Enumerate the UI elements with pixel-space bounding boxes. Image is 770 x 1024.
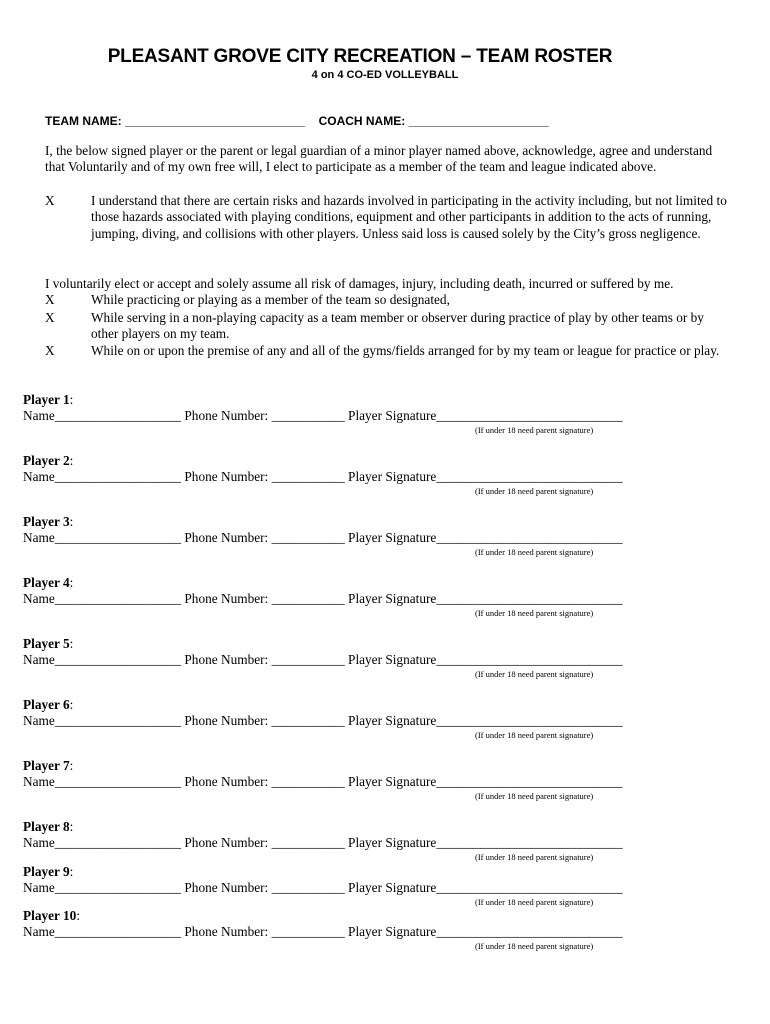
signature-note: (If under 18 need parent signature) — [475, 941, 594, 951]
player-label: Player 5 — [23, 636, 70, 651]
signature-note: (If under 18 need parent signature) — [475, 730, 594, 740]
signature-label: Player Signature — [348, 880, 437, 895]
phone-label: Phone Number: — [184, 774, 269, 789]
signature-label: Player Signature — [348, 835, 437, 850]
name-field[interactable]: ___________________ — [54, 469, 182, 484]
name-label: Name — [23, 591, 55, 606]
condition-item — [45, 292, 727, 310]
phone-field[interactable]: ___________ — [271, 713, 345, 728]
signature-field[interactable]: ____________________________ — [436, 469, 623, 484]
name-label: Name — [23, 652, 55, 667]
signature-label: Player Signature — [348, 924, 437, 939]
player-row: Player 7: Name___________________ Phone Number: ___________ Player Signature____________________________ (If under 18 need parent signature) — [23, 758, 623, 801]
player-label: Player 1 — [23, 392, 70, 407]
phone-field[interactable]: ___________ — [271, 530, 345, 545]
phone-label: Phone Number: — [184, 469, 269, 484]
name-field[interactable]: ___________________ — [54, 880, 182, 895]
phone-label: Phone Number: — [184, 652, 269, 667]
waiver-intro: I, the below signed player or the parent or legal guardian of a minor player named above, acknowledge, agree and understand that Voluntarily and of my own free will, I elect to participate as a member of the team and league indicated above. — [45, 143, 713, 175]
name-field[interactable]: ___________________ — [54, 652, 182, 667]
signature-note: (If under 18 need parent signature) — [475, 897, 594, 907]
player-row: Player 6: Name___________________ Phone Number: ___________ Player Signature____________________________ (If under 18 need parent signature) — [23, 697, 623, 740]
name-field[interactable]: ___________________ — [54, 713, 182, 728]
risk-item-text: I understand that there are certain risks and hazards involved in participating in the activity including, but not limited to those hazards associated with playing conditions, equipment and other participants in addition to the acts of running, jumping, diving, and collisions with other players. Unless said loss is caused solely by the City’s gross negligence. — [91, 193, 727, 241]
signature-note: (If under 18 need parent signature) — [475, 425, 594, 435]
phone-label: Phone Number: — [184, 408, 269, 423]
signature-field[interactable]: ____________________________ — [436, 924, 623, 939]
name-label: Name — [23, 469, 55, 484]
name-field[interactable]: ___________________ — [54, 924, 182, 939]
phone-field[interactable]: ___________ — [271, 408, 345, 423]
player-row: Player 2: Name___________________ Phone Number: ___________ Player Signature____________________________ (If under 18 need parent signature) — [23, 453, 623, 496]
name-field[interactable]: ___________________ — [54, 835, 182, 850]
signature-field[interactable]: ____________________________ — [436, 880, 623, 895]
name-label: Name — [23, 774, 55, 789]
phone-field[interactable]: ___________ — [271, 924, 345, 939]
signature-field[interactable]: ____________________________ — [436, 774, 623, 789]
signature-label: Player Signature — [348, 591, 437, 606]
name-label: Name — [23, 713, 55, 728]
signature-field[interactable]: ____________________________ — [436, 530, 623, 545]
name-field[interactable]: ___________________ — [54, 774, 182, 789]
player-row: Player 8: Name___________________ Phone Number: ___________ Player Signature____________________________ (If under 18 need parent signature) — [23, 819, 623, 862]
x-mark: X — [45, 193, 55, 208]
signature-note: (If under 18 need parent signature) — [475, 608, 594, 618]
condition-item — [45, 310, 727, 344]
phone-label: Phone Number: — [184, 530, 269, 545]
signature-label: Player Signature — [348, 652, 437, 667]
team-name-label: TEAM NAME: — [45, 114, 122, 128]
x-mark: X — [45, 343, 55, 358]
player-row: Player 3: Name___________________ Phone Number: ___________ Player Signature____________________________ (If under 18 need parent signature) — [23, 514, 623, 557]
coach-name-label: COACH NAME: — [318, 114, 406, 128]
player-label: Player 4 — [23, 575, 70, 590]
name-label: Name — [23, 408, 55, 423]
player-label: Player 8 — [23, 819, 70, 834]
phone-field[interactable]: ___________ — [271, 774, 345, 789]
name-field[interactable]: ___________________ — [54, 530, 182, 545]
signature-label: Player Signature — [348, 774, 437, 789]
condition-text: While practicing or playing as a member of the team so designated, — [91, 292, 450, 307]
signature-field[interactable]: ____________________________ — [436, 408, 623, 423]
name-label: Name — [23, 924, 55, 939]
signature-label: Player Signature — [348, 469, 437, 484]
name-label: Name — [23, 835, 55, 850]
signature-label: Player Signature — [348, 530, 437, 545]
name-field[interactable]: ___________________ — [54, 591, 182, 606]
x-mark: X — [45, 310, 55, 325]
player-row: Player 4: Name___________________ Phone Number: ___________ Player Signature____________________________ (If under 18 need parent signature) — [23, 575, 623, 618]
signature-note: (If under 18 need parent signature) — [475, 547, 594, 557]
condition-text: While on or upon the premise of any and all of the gyms/fields arranged for by my team or league for practice or play. — [91, 343, 720, 358]
condition-item — [45, 343, 727, 377]
risk-item — [45, 193, 727, 261]
player-label: Player 7 — [23, 758, 70, 773]
signature-label: Player Signature — [348, 713, 437, 728]
phone-label: Phone Number: — [184, 713, 269, 728]
phone-field[interactable]: ___________ — [271, 469, 345, 484]
page-title: PLEASANT GROVE CITY RECREATION – TEAM ROSTER — [107, 46, 613, 67]
phone-label: Phone Number: — [184, 880, 269, 895]
player-label: Player 6 — [23, 697, 70, 712]
player-label: Player 3 — [23, 514, 70, 529]
signature-field[interactable]: ____________________________ — [436, 835, 623, 850]
player-label: Player 10 — [23, 908, 77, 923]
phone-field[interactable]: ___________ — [271, 880, 345, 895]
signature-field[interactable]: ____________________________ — [436, 713, 623, 728]
name-field[interactable]: ___________________ — [54, 408, 182, 423]
signature-field[interactable]: ____________________________ — [436, 591, 623, 606]
x-mark: X — [45, 292, 55, 307]
phone-label: Phone Number: — [184, 924, 269, 939]
team-name-field[interactable]: ___________________________ — [125, 114, 306, 128]
signature-note: (If under 18 need parent signature) — [475, 669, 594, 679]
coach-name-field[interactable]: _____________________ — [408, 114, 549, 128]
waiver-acceptance: I voluntarily elect or accept and solely assume all risk of damages, injury, including death, incurred or suffered by me. — [45, 276, 674, 291]
player-label: Player 2 — [23, 453, 70, 468]
player-row: Player 9: Name___________________ Phone Number: ___________ Player Signature____________________________ (If under 18 need parent signature) — [23, 864, 623, 907]
player-row: Player 5: Name___________________ Phone Number: ___________ Player Signature____________________________ (If under 18 need parent signature) — [23, 636, 623, 679]
signature-note: (If under 18 need parent signature) — [475, 852, 594, 862]
condition-text: While serving in a non-playing capacity as a team member or observer during practice of play by other teams or by other players on my team. — [91, 310, 704, 342]
signature-field[interactable]: ____________________________ — [436, 652, 623, 667]
player-row: Player 1: Name___________________ Phone Number: ___________ Player Signature____________________________ (If under 18 need parent signature) — [23, 392, 623, 435]
signature-label: Player Signature — [348, 408, 437, 423]
phone-label: Phone Number: — [184, 591, 269, 606]
name-label: Name — [23, 880, 55, 895]
page-subtitle: 4 on 4 CO-ED VOLLEYBALL — [311, 69, 459, 81]
phone-field[interactable]: ___________ — [271, 835, 345, 850]
phone-label: Phone Number: — [184, 835, 269, 850]
signature-note: (If under 18 need parent signature) — [475, 791, 594, 801]
team-coach-line — [45, 114, 549, 128]
phone-field[interactable]: ___________ — [271, 591, 345, 606]
phone-field[interactable]: ___________ — [271, 652, 345, 667]
player-label: Player 9 — [23, 864, 70, 879]
signature-note: (If under 18 need parent signature) — [475, 486, 594, 496]
player-row: Player 10: Name___________________ Phone Number: ___________ Player Signature____________________________ (If under 18 need parent signature) — [23, 908, 623, 951]
name-label: Name — [23, 530, 55, 545]
